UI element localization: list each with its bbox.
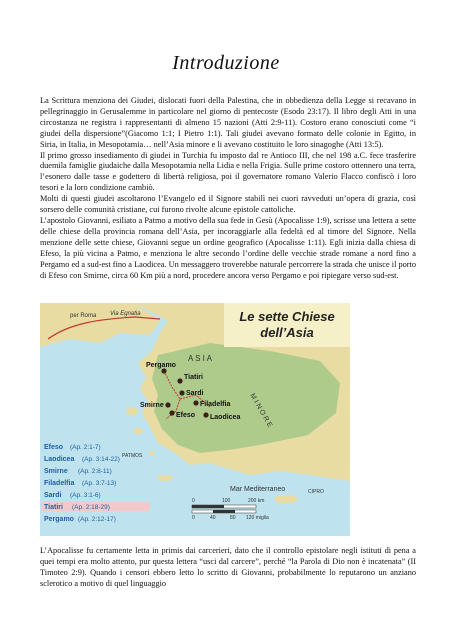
- svg-text:0: 0: [192, 498, 195, 504]
- svg-text:Efeso: Efeso: [176, 412, 196, 419]
- map-title-line1: Le sette Chiese: [239, 309, 335, 324]
- svg-text:Pergamo: Pergamo: [146, 362, 176, 369]
- svg-text:Filadelfia: Filadelfia: [200, 401, 231, 408]
- paragraph: La Scrittura menziona dei Giudei, dislocati fuori della Palestina, che in obbedienza della Legge si recavano in pellegrinaggio in Gerusalemme in particolare nel giorno di pentecoste (Esodo 23:17). Il libro degli Atti in una circostanza ne registra i rappresentanti di almeno 15 nazioni (Atti 2:9-11). Costoro erano conosciuti come “i giudei della dispersione”(Giacomo 1:1; I Pietro 1:1). Tali giudei avevano formato delle colonie in Egitto, in Siria, in Italia, in Mesopotamia… nell’Asia minore e li avevano costituito le loro sinagoghe (Atti 13:5).: [40, 96, 416, 149]
- legend-item: Efeso: [44, 444, 64, 451]
- svg-text:200 km: 200 km: [248, 498, 265, 504]
- paragraph: Il primo grosso insediamento di giudei in Turchia fu imposto dal re Antioco III, che nel 198 a.C. fece trasferire duemila famiglie giudaiche dalla Mesopotamia nella Lidia e nella Frigia. Sulle prime costoro ottennero una terra, l’esonero dalle tasse e godettero di libertà religiosa, poi il governatore romano Valerio Flacco confiscò i loro tesori e la loro condizione cambiò.: [40, 150, 416, 193]
- svg-text:(Ap. 3:7-13): (Ap. 3:7-13): [82, 480, 117, 487]
- svg-text:(Ap. 2:8-11): (Ap. 2:8-11): [78, 468, 112, 475]
- sea-label: Mar Mediterraneo: [230, 486, 286, 493]
- closing-text: [40, 546, 416, 590]
- road-label: Via Egnatia: [110, 311, 141, 317]
- map-svg: [40, 303, 350, 536]
- legend-item: Filadelfia: [44, 480, 75, 487]
- minor-label: M I N O R E: [248, 392, 274, 429]
- paragraph: L’apostolo Giovanni, esiliato a Patmo a motivo della sua fede in Gesù (Apocalisse 1:9), scrisse una lettera a sette delle chiese della provincia romana dell’Asia, per incoraggiarle alla fedeltà ed al timore del Signore. Nella menzione delle sette chiese, Giovanni segue un ordine geografico (Apocalisse 1:11). Egli inizia dalla chiesa di Efeso, la più vicina a Patmo, e menziona le altre secondo l’ordine delle vecchie strade romane a nord fino a Pergamo ed a sud-est fino a Laodicea. Un messaggero troverebbe naturale percorrere la strada che unisce il porto di Efeso con Smirne, circa 60 Km più a nord, procedere ancora verso Pergamo e poi ripiegare verso sud-est.: [40, 215, 416, 280]
- island-cyprus: [274, 495, 298, 503]
- paragraph: Molti di questi giudei ascoltarono l’Evangelo ed il Signore stabilì nei cuori ravveduti un’opera di grazia, così sorsero delle comunità cristiane, cui furono rivolte alcune epistole cattoliche.: [40, 194, 416, 215]
- intro-text: [40, 96, 416, 281]
- svg-text:Smirne: Smirne: [140, 402, 164, 409]
- legend-item: Smirne: [44, 468, 68, 475]
- legend-item: Pergamo: [44, 516, 74, 523]
- svg-text:100: 100: [222, 498, 231, 504]
- arrow-label: per Roma: [70, 313, 97, 319]
- island: [133, 428, 143, 434]
- svg-text:80: 80: [230, 515, 236, 521]
- svg-text:0: 0: [192, 515, 195, 521]
- legend-item: Laodicea: [44, 456, 75, 463]
- paragraph: L’Apocalisse fu certamente letta in primis dai carcerieri, dato che il controllo epistolare negli istituti di pena a quei tempi era molto attento, pur questa lettera “usci dal carcere”, perché “la Parola di Dio non è incatenata” (II Timoteo 2:9). Quando i censori ebbero letto lo scritto di Giovanni, probabilmente lo reputarono un anziano sclerotico a motivo di quel linguaggio: [40, 546, 416, 588]
- island: [126, 407, 138, 415]
- svg-text:(Ap. 3:14-22): (Ap. 3:14-22): [82, 456, 120, 463]
- patmos-label: PATMOS: [122, 453, 143, 459]
- svg-text:Tiatiri: Tiatiri: [184, 374, 203, 381]
- map-title-line2: dell’Asia: [260, 325, 314, 340]
- seven-churches-map: [40, 303, 350, 536]
- svg-text:Laodicea: Laodicea: [210, 414, 241, 421]
- svg-text:120 miglia: 120 miglia: [246, 515, 269, 521]
- svg-text:Sardi: Sardi: [186, 390, 204, 397]
- legend-item: Tiatiri: [44, 504, 63, 511]
- svg-text:(Ap. 3:1-6): (Ap. 3:1-6): [70, 492, 101, 499]
- legend-item: Sardi: [44, 492, 62, 499]
- svg-text:40: 40: [210, 515, 216, 521]
- page-title: Introduzione: [172, 52, 280, 74]
- svg-text:(Ap. 2:12-17): (Ap. 2:12-17): [78, 516, 116, 523]
- cyprus-label: CIPRO: [308, 489, 324, 495]
- svg-text:(Ap. 2:1-7): (Ap. 2:1-7): [70, 444, 101, 451]
- island: [157, 475, 173, 481]
- island-patmos: [149, 451, 155, 455]
- region-label: A S I A: [188, 354, 213, 363]
- svg-text:(Ap. 2:18-29): (Ap. 2:18-29): [72, 504, 110, 511]
